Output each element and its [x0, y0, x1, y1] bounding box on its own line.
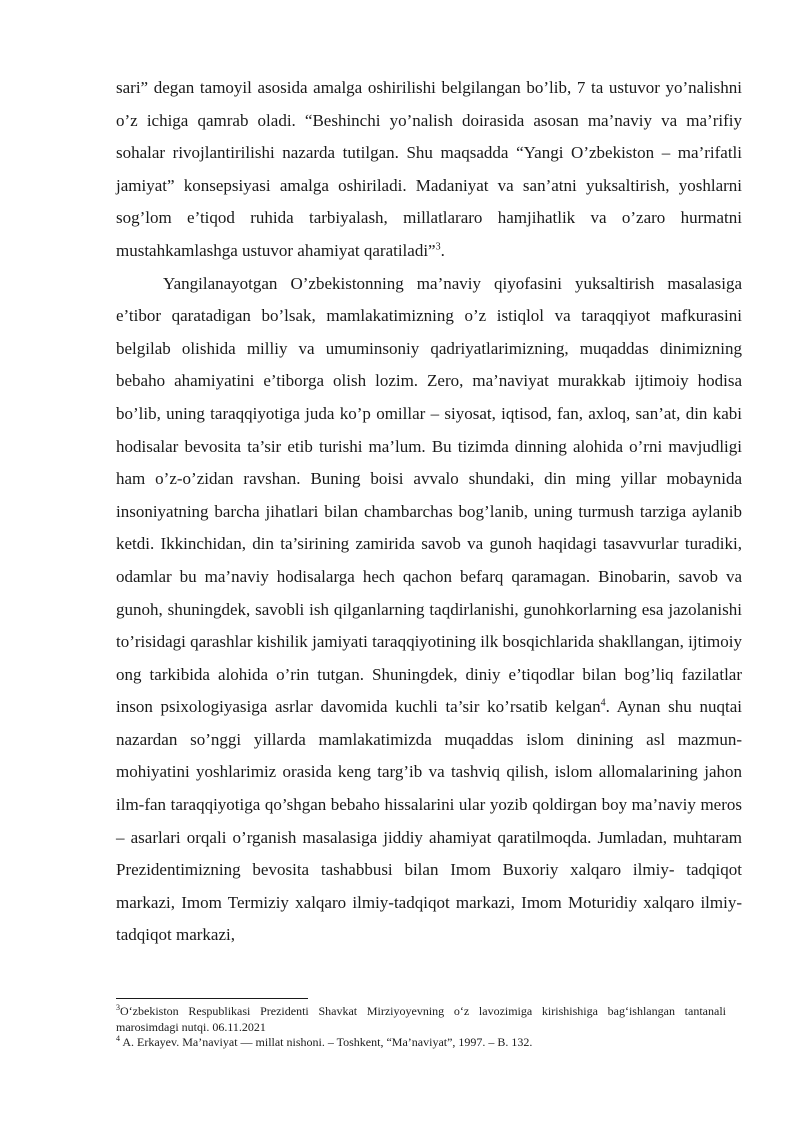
paragraph-2-text-a: Yangilanayotgan O’zbekistonning ma’naviy qiyofasini yuksaltirish masalasiga e’tibor qaratadigan bo’lsak, mamlakatimizning o’z istiqlol va taraqqiyot mafkurasini belgilab olishida milliy va umuminsoniy qadriyatlarimizning, muqaddas dinimizning bebaho ahamiyatini e’tiborga olish lozim. Zero, ma’naviyat murakkab ijtimoiy hodisa bo’lib, uning taraqqiyotiga juda ko’p omillar – siyosat, iqtisod, fan, axloq, san’at, din kabi hodisalar bevosita ta’sir etib turishi ma’lum. Bu tizimda dinning alohida o’rni mavjudligi ham o’z-o’zidan ravshan. Buning boisi avvalo shundaki, din ming yillar mobaynida insoniyatning barcha jihatlari bilan chambarchas bog’lanib, uning turmush tarziga aylanib ketdi. Ikkinchidan, din ta’sirining zamirida savob va gunoh haqidagi tasavvurlar turadiki, odamlar bu ma’naviy hodisalarga hech qachon befarq qaramagan. Binobarin, savob va gunoh, shuningdek, savobli ish qilganlarning taqdirlanishi, gunohkorlarning esa jazolanishi to’risidagi qarashlar kishilik jamiyati taraqqiyotining ilk bosqichlarida shakllangan, ijtimoiy ong tarkibida alohida o’rin tutgan. Shuningdek, diniy e’tiqodlar bilan bog’liq fazilatlar inson psixologiyasiga asrlar davomida kuchli ta’sir ko’rsatib kelgan: [116, 273, 742, 717]
footnotes: [116, 1004, 726, 1051]
footnote-mark: 4: [116, 1034, 120, 1043]
paragraph-1-text: sari” degan tamoyil asosida amalga oshirilishi belgilangan bo’lib, 7 ta ustuvor yo’nalishni o’z ichiga qamrab oladi. “Beshinchi yo’nalish doirasida asosan ma’naviy va ma’rifiy sohalar rivojlantirilishi nazarda tutilgan. Shu maqsadda “Yangi O’zbekiston – ma’rifatli jamiyat” konsepsiyasi amalga oshiriladi. Madaniyat va san’atni yuksaltirish, yoshlarni sog’lom e’tiqod ruhida tarbiyalash, millatlararo hamjihatlik va o’zaro hurmatni mustahkamlashga ustuvor ahamiyat qaratiladi”: [116, 78, 742, 260]
footnote-text: O‘zbekiston Respublikasi Prezidenti Shavkat Mirziyoyevning o‘z lavozimiga kirishishiga bag‘ishlangan tantanali marosimdagi nutqi. 06.11.2021: [116, 1004, 726, 1034]
paragraph-2-text-b: . Aynan shu nuqtai nazardan so’nggi yillarda mamlakatimizda muqaddas islom dinining asl mazmun-mohiyatini yoshlarimiz orasida keng targ’ib va tashviq qilish, islom allomalarining jahon ilm-fan taraqqiyotiga qo’shgan bebaho hissalarini ular yozib qoldirgan boy ma’naviy meros – asarlari orqali o’rganish masalasiga jiddiy ahamiyat qaratilmoqda. Jumladan, muhtaram Prezidentimizning bevosita tashabbusi bilan Imom Buxoriy xalqaro ilmiy- tadqiqot markazi, Imom Termiziy xalqaro ilmiy-tadqiqot markazi, Imom Moturidiy xalqaro ilmiy-tadqiqot markazi,: [116, 697, 742, 945]
footnote-ref-4[interactable]: 4: [600, 697, 606, 709]
footnote-4: [116, 1035, 726, 1051]
paragraph-2: [116, 268, 742, 952]
footnote-text: A. Erkayev. Ma’naviyat — millat nishoni. – Toshkent, “Ma’naviyat”, 1997. – B. 132.: [122, 1035, 533, 1049]
footnote-3: [116, 1004, 726, 1035]
footnote-mark: 3: [116, 1003, 120, 1012]
footnote-ref-3[interactable]: 3: [435, 241, 441, 253]
footnote-separator: [116, 998, 308, 999]
paragraph-1-end: .: [440, 240, 445, 260]
body-text: [116, 72, 742, 952]
paragraph-1: [116, 72, 742, 268]
